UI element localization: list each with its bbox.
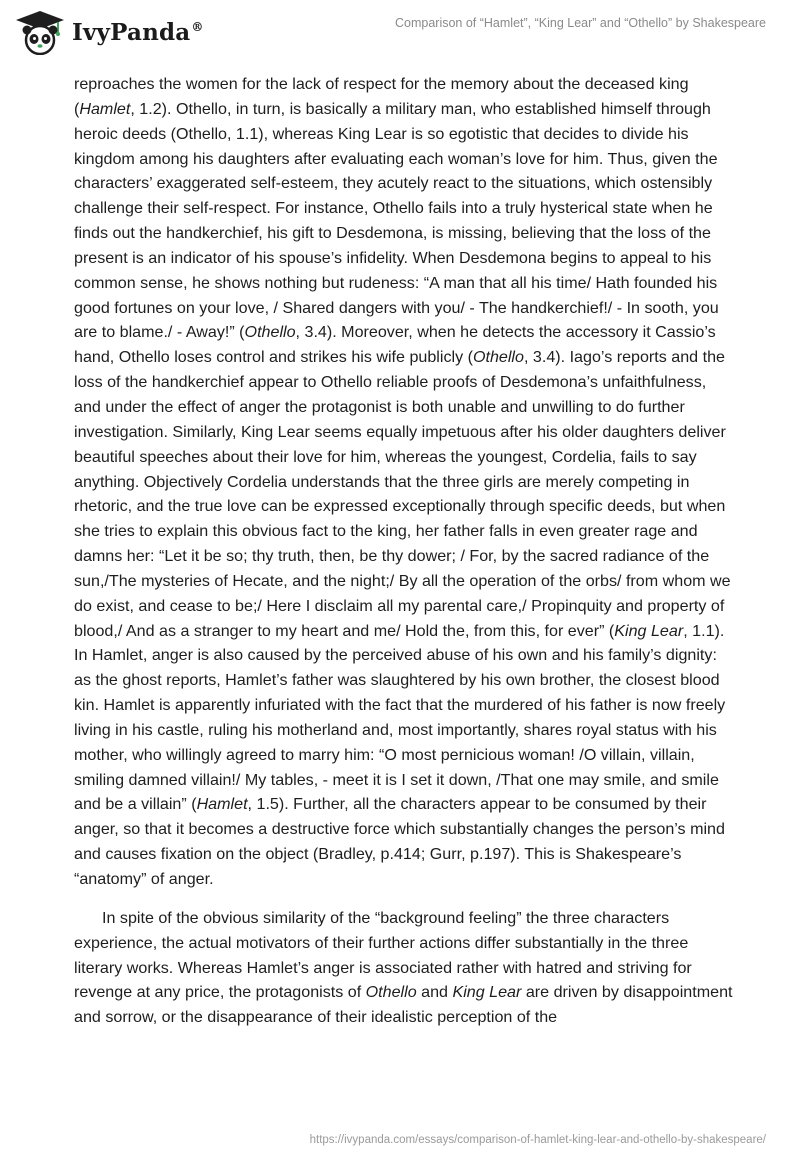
brand-name: IvyPanda®: [72, 18, 204, 46]
paragraph: reproaches the women for the lack of respect for the memory about the deceased king (Hamlet, 1.2). Othello, in turn, is basically a military man, who established himself through heroic deeds (Othello, 1.1), whereas King Lear is so egotistic that decides to divide his kingdom among his daughters after evaluating each woman’s love for him. Thus, given the characters’ exaggerated self-esteem, they acutely react to the situations, which ostensibly challenge their self-respect. For instance, Othello fails into a truly hysterical state when he finds out the handkerchief, his gift to Desdemona, is missing, believing that the loss of the present is an indicator of his spouse’s infidelity. When Desdemona begins to appeal to his common sense, he shows nothing but rudeness: “A man that all his time/ Hath founded his good fortunes on your love, / Shared dangers with you/ - The handkerchief!/ - In sooth, you are to blame./ - Away!” (Othello, 3.4). Moreover, when he detects the accessory it Cassio’s hand, Othello loses control and strikes his wife publicly (Othello, 3.4). Iago’s reports and the loss of the handkerchief appear to Othello reliable proofs of Desdemona’s unfaithfulness, and under the effect of anger the protagonist is both unable and unwilling to do further investigation. Similarly, King Lear seems equally impetuous after his older daughters deliver beautiful speeches about their love for him, whereas the youngest, Cordelia, fails to say anything. Objectively Cordelia understands that the three girls are merely competing in rhetoric, and the true love can be expressed exceptionally through specific deeds, but when she tries to explain this obvious fact to the king, her father falls in even greater rage and damns her: “Let it be so; thy truth, then, be thy dower; / For, by the sacred radiance of the sun,/The mysteries of Hecate, and the night;/ By all the operation of the orbs/ from whom we do exist, and cease to be;/ Here I disclaim all my parental care,/ Propinquity and property of blood,/ And as a stranger to my heart and me/ Hold the, from this, for ever” (King Lear, 1.1). In Hamlet, anger is also caused by the perceived abuse of his own and his family’s dignity: as the ghost reports, Hamlet’s father was slaughtered by his own brother, the closest blood kin. Hamlet is apparently infuriated with the fact that the murdered of his father is now freely living in his castle, ruling his motherland and, most importantly, shares royal status with his mother, who willingly agreed to marry him: “O most pernicious woman! /O villain, villain, smiling damned villain!/ My tables, - meet it is I set it down, /That one may smile, and smile and be a villain” (Hamlet, 1.5). Further, all the characters appear to be consumed by their anger, so that it becomes a destructive force which substantially changes the person’s mind and causes fixation on the object (Bradley, p.414; Gurr, p.197). This is Shakespeare’s “anatomy” of anger.: [74, 75, 731, 888]
page-header: [0, 0, 800, 60]
source-url[interactable]: https://ivypanda.com/essays/comparison-of-hamlet-king-lear-and-othello-by-shakespeare/: [309, 1134, 766, 1146]
panda-graduate-icon: [14, 9, 66, 55]
brand-logo[interactable]: [14, 8, 204, 56]
paragraph: In spite of the obvious similarity of the “background feeling” the three characters experience, the actual motivators of their further actions differ substantially in the three literary works. Whereas Hamlet’s anger is associated rather with hatred and striving for revenge at any price, the protagonists of Othello and King Lear are driven by disappointment and sorrow, or the disappearance of their idealistic perception of the: [74, 908, 733, 1027]
essay-body: [74, 72, 734, 1030]
document-title: Comparison of “Hamlet”, “King Lear” and “Othello” by Shakespeare: [394, 16, 766, 30]
